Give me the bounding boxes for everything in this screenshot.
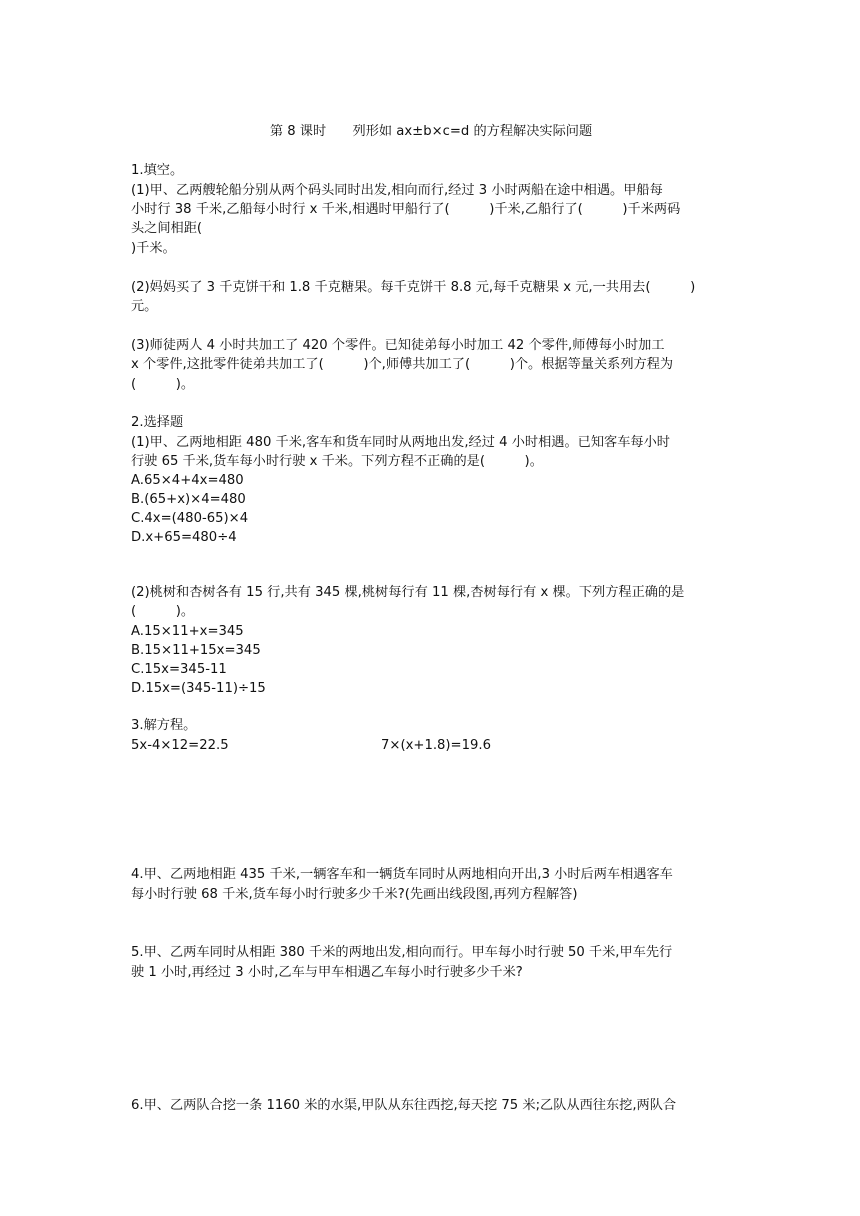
question-1-1-line-3: 头之间相距( bbox=[131, 221, 203, 236]
question-1-3-line-2: x 个零件,这批零件徒弟共加工了( )个,师傅共加工了( )个。根据等量关系列方程为 bbox=[131, 357, 674, 372]
page-title: 第 8 课时 列形如 ax±b×c=d 的方程解决实际问题 bbox=[269, 124, 593, 139]
question-2-1-option-d: D.x+65=480÷4 bbox=[131, 530, 237, 545]
section-1-heading: 1.填空。 bbox=[131, 163, 184, 178]
question-2-2-option-c: C.15x=345-11 bbox=[131, 662, 227, 677]
question-2-2-option-d: D.15x=(345-11)÷15 bbox=[131, 681, 266, 696]
question-1-2-line-2: 元。 bbox=[131, 299, 158, 314]
question-1-3-line-3: ( )。 bbox=[131, 377, 195, 392]
question-2-1-line-2: 行驶 65 千米,货车每小时行驶 x 千米。下列方程不正确的是( )。 bbox=[131, 454, 543, 469]
question-1-2-line-1: (2)妈妈买了 3 千克饼干和 1.8 千克糖果。每千克饼干 8.8 元,每千克糖果 x 元,一共用去( ) bbox=[131, 280, 696, 295]
equation-1: 5x-4×12=22.5 bbox=[131, 738, 229, 753]
question-1-1-line-2: 小时行 38 千米,乙船每小时行 x 千米,相遇时甲船行了( )千米,乙船行了( )千米两码 bbox=[131, 202, 681, 217]
section-3-heading: 3.解方程。 bbox=[131, 718, 197, 733]
question-2-2-option-a: A.15×11+x=345 bbox=[131, 624, 244, 639]
question-2-2-line-1: (2)桃树和杏树各有 15 行,共有 345 棵,桃树每行有 11 棵,杏树每行有 x 棵。下列方程正确的是 bbox=[131, 585, 685, 600]
question-2-1-option-a: A.65×4+4x=480 bbox=[131, 473, 244, 488]
question-2-2-option-b: B.15×11+15x=345 bbox=[131, 643, 261, 658]
question-2-2-line-2: ( )。 bbox=[131, 604, 195, 619]
question-4-line-2: 每小时行驶 68 千米,货车每小时行驶多少千米?(先画出线段图,再列方程解答) bbox=[131, 887, 578, 902]
question-1-3-line-1: (3)师徒两人 4 小时共加工了 420 个零件。已知徒弟每小时加工 42 个零件,师傅每小时加工 bbox=[131, 338, 665, 353]
question-1-1-line-4: )千米。 bbox=[131, 241, 176, 256]
question-2-1-line-1: (1)甲、乙两地相距 480 千米,客车和货车同时从两地出发,经过 4 小时相遇。已知客车每小时 bbox=[131, 435, 670, 450]
question-2-1-option-b: B.(65+x)×4=480 bbox=[131, 492, 246, 507]
question-4-line-1: 4.甲、乙两地相距 435 千米,一辆客车和一辆货车同时从两地相向开出,3 小时后两车相遇客车 bbox=[131, 867, 673, 882]
question-2-1-option-c: C.4x=(480-65)×4 bbox=[131, 511, 249, 526]
question-5-line-1: 5.甲、乙两车同时从相距 380 千米的两地出发,相向而行。甲车每小时行驶 50 千米,甲车先行 bbox=[131, 945, 673, 960]
question-1-1-line-1: (1)甲、乙两艘轮船分别从两个码头同时出发,相向而行,经过 3 小时两船在途中相遇。甲船每 bbox=[131, 183, 663, 198]
equation-2: 7×(x+1.8)=19.6 bbox=[381, 738, 491, 753]
question-5-line-2: 驶 1 小时,再经过 3 小时,乙车与甲车相遇乙车每小时行驶多少千米? bbox=[131, 965, 523, 980]
section-2-heading: 2.选择题 bbox=[131, 415, 184, 430]
question-6-line-1: 6.甲、乙两队合挖一条 1160 米的水渠,甲队从东往西挖,每天挖 75 米;乙队从西往东挖,两队合 bbox=[131, 1098, 677, 1113]
